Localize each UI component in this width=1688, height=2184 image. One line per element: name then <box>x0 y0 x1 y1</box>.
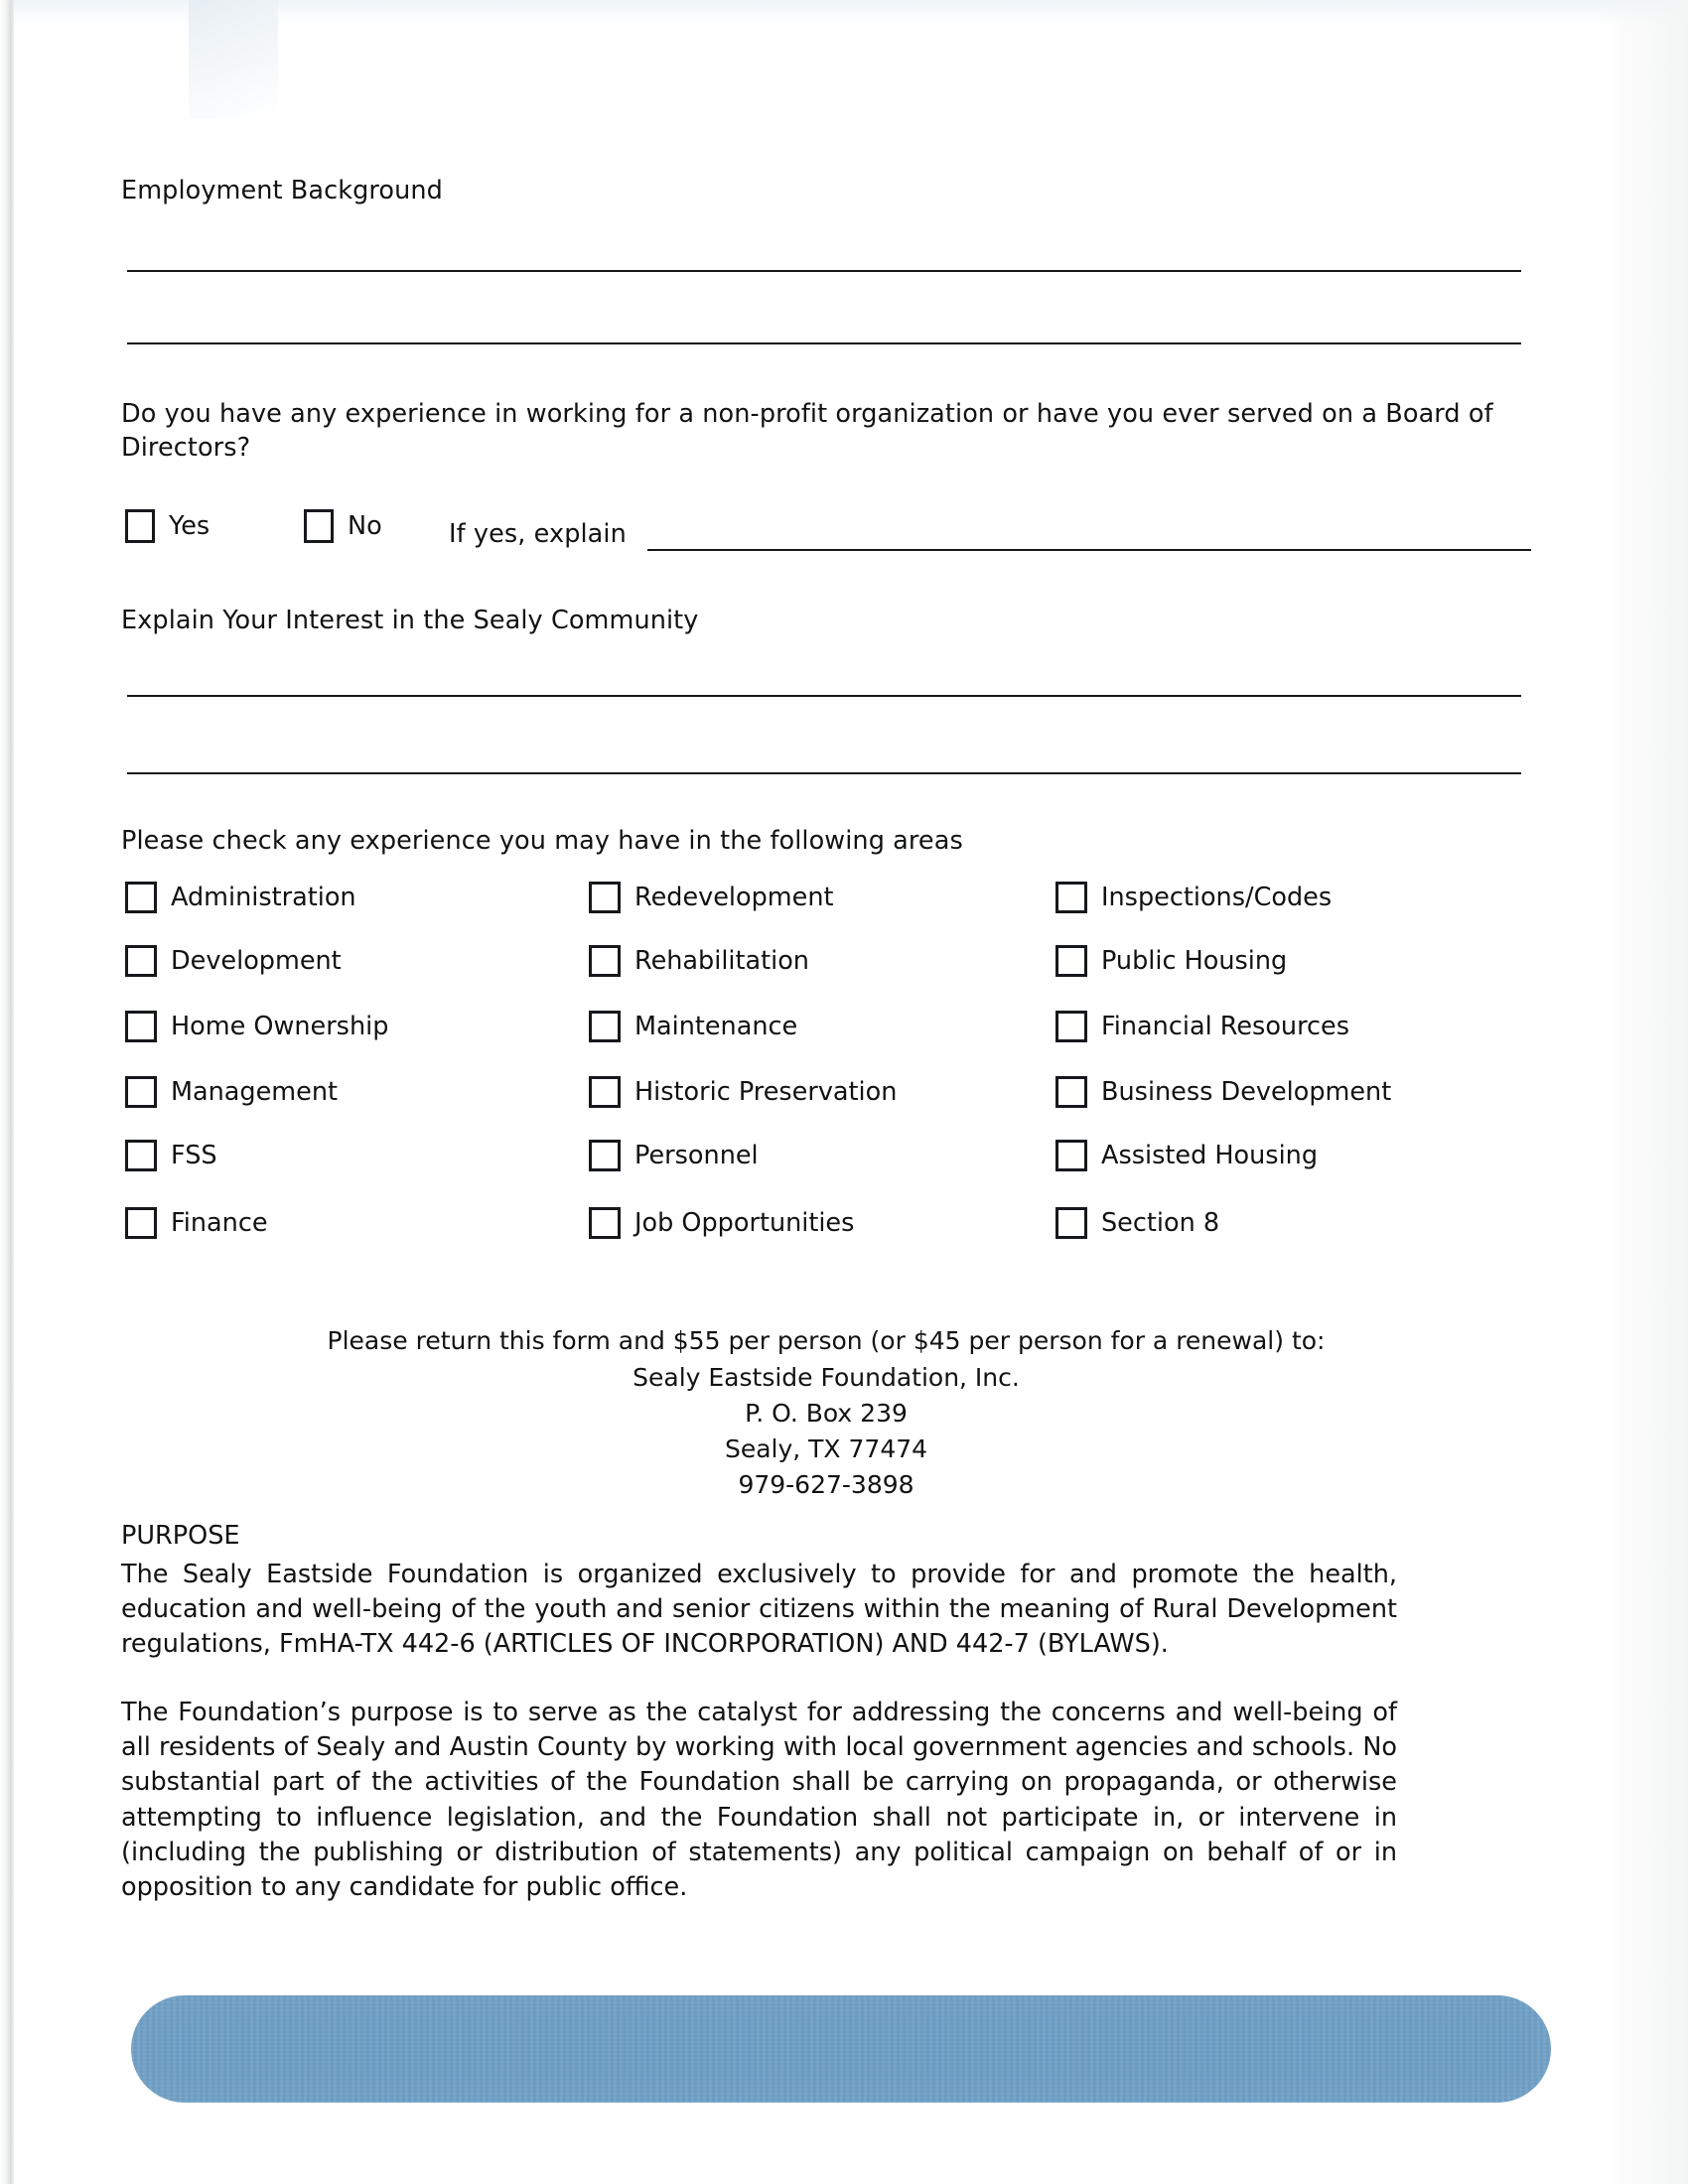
checkbox-home-ownership[interactable] <box>125 1011 157 1042</box>
checkbox-management[interactable] <box>125 1076 157 1108</box>
experience-label: Financial Resources <box>1101 1012 1349 1041</box>
return-instructions-line: Please return this form and $55 per person (or $45 per person for a renewal) to: <box>327 1326 1326 1355</box>
return-city-state-zip: Sealy, TX 77474 <box>724 1434 928 1463</box>
experience-label: Finance <box>171 1208 268 1238</box>
experience-option-home-ownership[interactable] <box>125 1011 388 1042</box>
if-yes-explain-label: If yes, explain <box>449 519 627 549</box>
experience-option-personnel[interactable] <box>589 1140 759 1171</box>
experience-option-assisted-housing[interactable] <box>1055 1140 1318 1171</box>
if-yes-explain-line[interactable] <box>647 549 1531 551</box>
checkbox-maintenance[interactable] <box>589 1011 621 1042</box>
checkbox-assisted-housing[interactable] <box>1055 1140 1087 1171</box>
purpose-paragraph-1: The Sealy Eastside Foundation is organized exclusively to provide for and promote the health, education and well-being of the youth and senior citizens within the meaning of Rural Development regulations, FmHA-TX 442-6 (ARTICLES OF INCORPORATION) AND 442-7 (BYLAWS). <box>121 1560 1397 1660</box>
experience-label: Rehabilitation <box>634 946 809 976</box>
answer-no-label: No <box>348 511 382 541</box>
experience-areas-heading: Please check any experience you may have in the following areas <box>121 826 963 856</box>
checkbox-section-8[interactable] <box>1055 1207 1087 1239</box>
checkbox-development[interactable] <box>125 945 157 977</box>
experience-option-fss[interactable] <box>125 1140 217 1171</box>
checkbox-public-housing[interactable] <box>1055 945 1087 977</box>
answer-yes-label: Yes <box>169 511 211 541</box>
experience-option-business-development[interactable] <box>1055 1076 1391 1108</box>
experience-option-development[interactable] <box>125 945 342 977</box>
return-po-box: P. O. Box 239 <box>745 1399 908 1428</box>
experience-label: Inspections/Codes <box>1101 883 1333 912</box>
experience-label: Home Ownership <box>171 1012 389 1041</box>
return-organization-name: Sealy Eastside Foundation, Inc. <box>633 1363 1020 1392</box>
experience-label: Development <box>171 946 342 976</box>
scan-left-edge-artifact <box>0 0 14 2184</box>
blue-bar-decoration <box>131 1995 1551 2103</box>
checkbox-financial-resources[interactable] <box>1055 1011 1087 1042</box>
employment-answer-line-1[interactable] <box>127 270 1521 272</box>
experience-option-inspections-codes[interactable] <box>1055 882 1332 913</box>
experience-option-job-opportunities[interactable] <box>589 1207 854 1239</box>
interest-answer-line-2[interactable] <box>127 772 1521 774</box>
checkbox-job-opportunities[interactable] <box>589 1207 621 1239</box>
scan-corner-artifact <box>189 0 278 119</box>
experience-option-redevelopment[interactable] <box>589 882 833 913</box>
checkbox-finance[interactable] <box>125 1207 157 1239</box>
experience-label: Job Opportunities <box>634 1208 855 1238</box>
checkbox-personnel[interactable] <box>589 1140 621 1171</box>
experience-label: Redevelopment <box>634 883 834 912</box>
nonprofit-experience-question: Do you have any experience in working for a non-profit organization or have you ever served on a Board of Directors? <box>121 399 1493 464</box>
answer-yes-option[interactable] <box>125 509 210 543</box>
experience-option-public-housing[interactable] <box>1055 945 1287 977</box>
answer-no-option[interactable] <box>304 509 382 543</box>
checkbox-yes[interactable] <box>125 509 155 543</box>
experience-option-finance[interactable] <box>125 1207 268 1239</box>
experience-option-management[interactable] <box>125 1076 338 1108</box>
experience-label: Section 8 <box>1101 1208 1220 1238</box>
experience-option-financial-resources[interactable] <box>1055 1011 1349 1042</box>
experience-option-maintenance[interactable] <box>589 1011 797 1042</box>
checkbox-rehabilitation[interactable] <box>589 945 621 977</box>
experience-label: Business Development <box>1101 1077 1392 1107</box>
experience-label: Historic Preservation <box>634 1077 898 1107</box>
experience-label: Public Housing <box>1101 946 1288 976</box>
return-phone-number: 979-627-3898 <box>738 1470 914 1499</box>
checkbox-historic-preservation[interactable] <box>589 1076 621 1108</box>
experience-label: Maintenance <box>634 1012 798 1041</box>
experience-label: Personnel <box>634 1141 759 1170</box>
blue-bar-texture <box>131 1995 1551 2103</box>
scan-right-shade-artifact <box>1599 0 1688 2184</box>
checkbox-administration[interactable] <box>125 882 157 913</box>
purpose-paragraph-2: The Foundation’s purpose is to serve as the catalyst for addressing the concerns and well-being of all residents of Sealy and Austin County by working with local government agencies and schools. No substantial part of the activities of the Foundation shall be carrying on propaganda, or otherwise attempting to influence legislation, and the Foundation shall not participate in, or intervene in (including the publishing or distribution of statements) any political campaign on behalf of or in opposition to any candidate for public office. <box>121 1698 1397 1902</box>
purpose-heading: PURPOSE <box>121 1521 240 1551</box>
experience-option-section-8[interactable] <box>1055 1207 1219 1239</box>
checkbox-redevelopment[interactable] <box>589 882 621 913</box>
experience-label: FSS <box>171 1141 217 1170</box>
checkbox-fss[interactable] <box>125 1140 157 1171</box>
experience-option-administration[interactable] <box>125 882 356 913</box>
interest-answer-line-1[interactable] <box>127 695 1521 697</box>
employment-answer-line-2[interactable] <box>127 342 1521 344</box>
checkbox-no[interactable] <box>304 509 334 543</box>
experience-label: Management <box>171 1077 338 1107</box>
experience-label: Assisted Housing <box>1101 1141 1319 1170</box>
experience-option-historic-preservation[interactable] <box>589 1076 897 1108</box>
experience-option-rehabilitation[interactable] <box>589 945 809 977</box>
employment-background-heading: Employment Background <box>121 176 443 205</box>
checkbox-business-development[interactable] <box>1055 1076 1087 1108</box>
checkbox-inspections-codes[interactable] <box>1055 882 1087 913</box>
interest-heading: Explain Your Interest in the Sealy Community <box>121 606 699 635</box>
experience-label: Administration <box>171 883 356 912</box>
